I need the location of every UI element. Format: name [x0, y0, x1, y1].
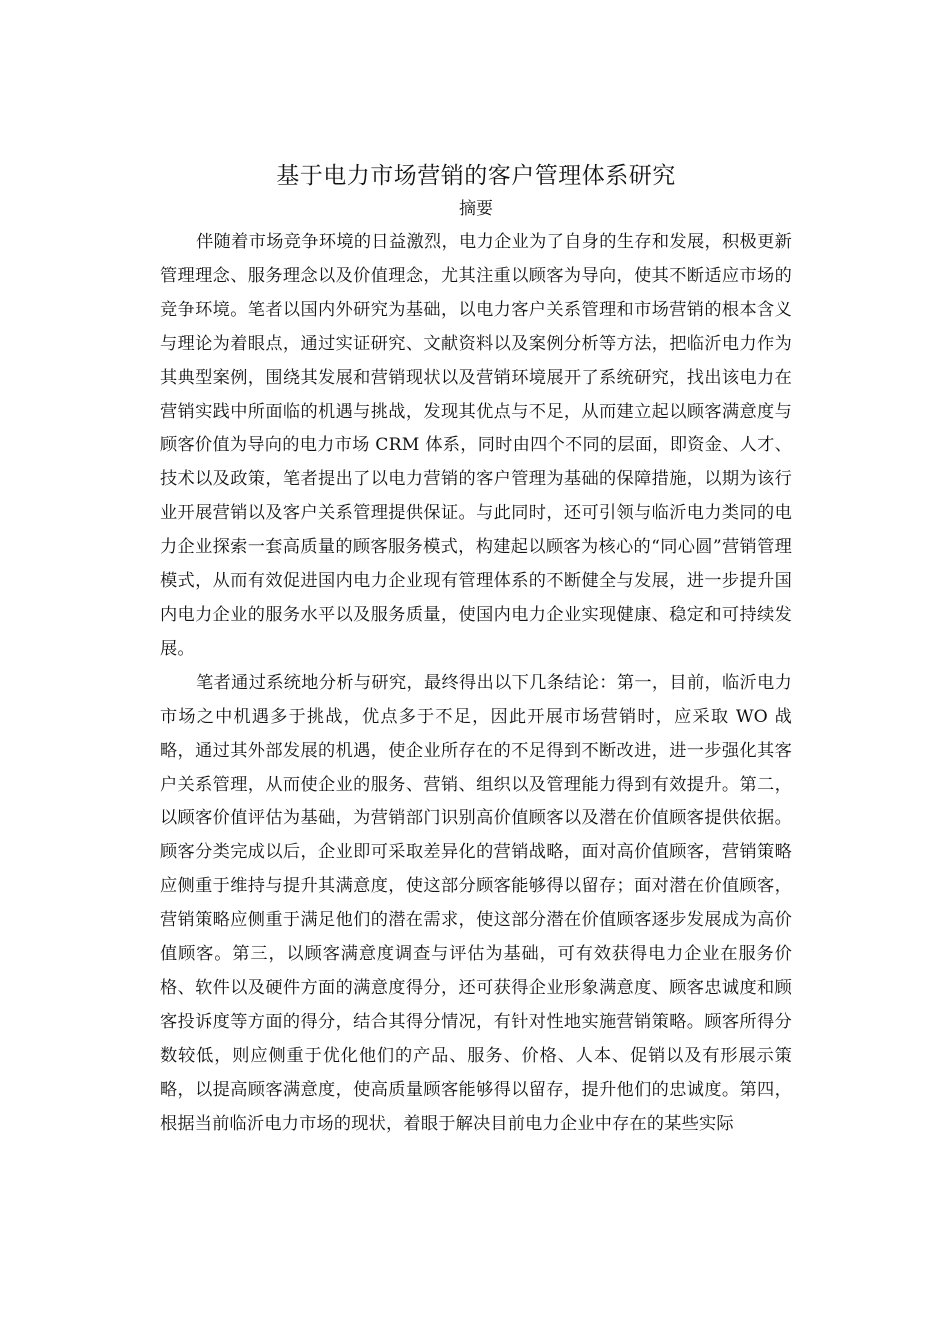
- abstract-paragraph-1: 伴随着市场竞争环境的日益激烈，电力企业为了自身的生存和发展，积极更新管理理念、服务理念以及价值理念，尤其注重以顾客为导向，使其不断适应市场的竞争环境。笔者以国内外研究为基础，以电力客户关系管理和市场营销的根本含义与理论为着眼点，通过实证研究、文献资料以及案例分析等方法，把临沂电力作为其典型案例，围绕其发展和营销现状以及营销环境展开了系统研究，找出该电力在营销实践中所面临的机遇与挑战，发现其优点与不足，从而建立起以顾客满意度与顾客价值为导向的电力市场 CRM 体系，同时由四个不同的层面，即资金、人才、技术以及政策，笔者提出了以电力营销的客户管理为基础的保障措施，以期为该行业开展营销以及客户关系管理提供保证。与此同时，还可引领与临沂电力类同的电力企业探索一套高质量的顾客服务模式，构建起以顾客为核心的“同心圆”营销管理模式，从而有效促进国内电力企业现有管理体系的不断健全与发展，进一步提升国内电力企业的服务水平以及服务质量，使国内电力企业实现健康、稳定和可持续发展。: [160, 232, 792, 659]
- document-title: 基于电力市场营销的客户管理体系研究: [276, 163, 676, 189]
- document-page: [160, 158, 792, 1141]
- abstract-paragraph-2: 笔者通过系统地分析与研究，最终得出以下几条结论：第一，目前，临沂电力市场之中机遇多于挑战，优点多于不足，因此开展市场营销时，应采取 WO 战略，通过其外部发展的机遇，使企业所存在的不足得到不断改进，进一步强化其客户关系管理，从而使企业的服务、营销、组织以及管理能力得到有效提升。第二，以顾客价值评估为基础，为营销部门识别高价值顾客以及潜在价值顾客提供依据。顾客分类完成以后，企业即可采取差异化的营销战略，面对高价值顾客，营销策略应侧重于维持与提升其满意度，使这部分顾客能够得以留存；面对潜在价值顾客，营销策略应侧重于满足他们的潜在需求，使这部分潜在价值顾客逐步发展成为高价值顾客。第三，以顾客满意度调查与评估为基础，可有效获得电力企业在服务价格、软件以及硬件方面的满意度得分，还可获得企业形象满意度、顾客忠诚度和顾客投诉度等方面的得分，结合其得分情况，有针对性地实施营销策略。顾客所得分数较低，则应侧重于优化他们的产品、服务、价格、人本、促销以及有形展示策略，以提高顾客满意度，使高质量顾客能够得以留存，提升他们的忠诚度。第四，根据当前临沂电力市场的现状，着眼于解决目前电力企业中存在的某些实际: [160, 672, 792, 1134]
- abstract-heading: 摘要: [459, 199, 493, 219]
